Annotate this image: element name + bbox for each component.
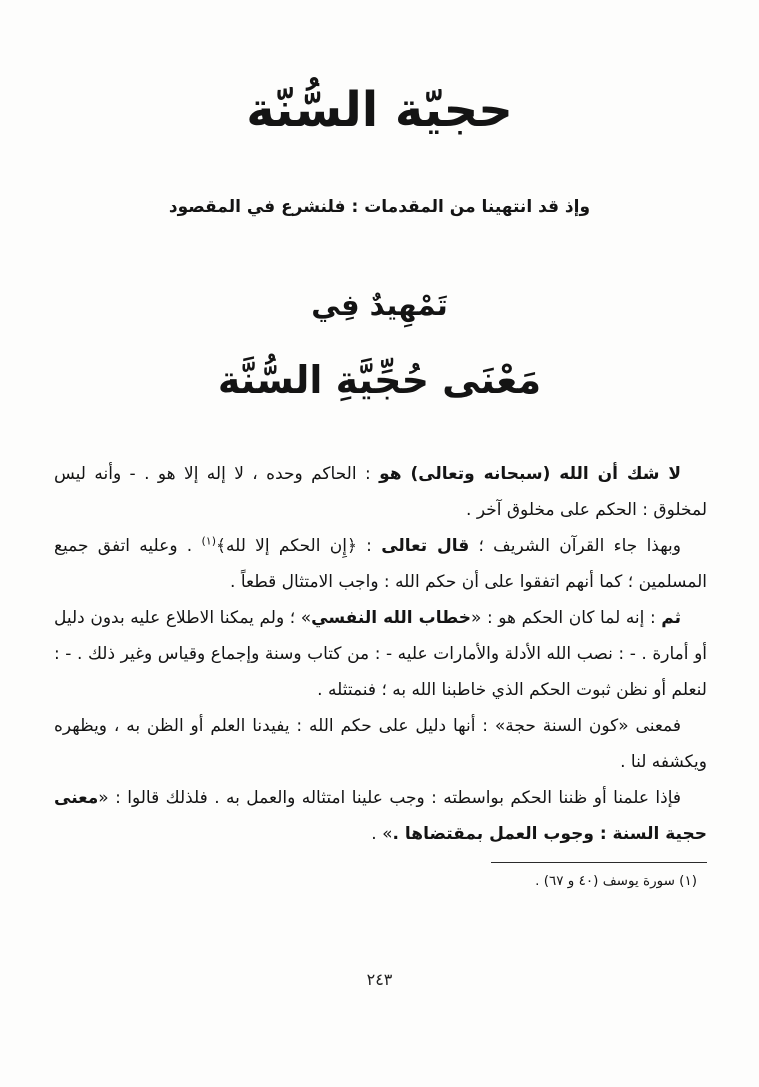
text-run: » ؛ ولم يمكنا الاطلاع عليه بدون دليل أو أمارة . - : نصب الله الأدلة والأمارات عليه - : من كتاب وسنة وإجماع وقياس وغير ذلك . - : لنعلم أو نظن ثبوت الحكم الذي خاطبنا الله به ؛ فنمتثله .	[54, 608, 707, 700]
paragraph-3	[54, 600, 707, 708]
text-run: لا شك أن الله (سبحانه وتعالى) هو	[379, 464, 682, 484]
paragraph-2	[54, 528, 707, 600]
section-heading-small: تَمْهِيدٌ فِي	[311, 288, 448, 322]
paragraph-4	[54, 708, 707, 780]
text-run: : إنه لما كان الحكم هو : «	[470, 608, 662, 628]
text-run: : الحاكم وحده ، لا إله إلا هو . - وأنه ليس لمخلوق : الحكم على مخلوق آخر .	[54, 464, 707, 520]
text-run: خطاب الله النفسي	[311, 608, 471, 628]
paragraph-1	[54, 456, 707, 528]
text-run: » .	[371, 824, 393, 844]
page-title-calligraphy: حجيّة السُّنّة	[246, 82, 513, 138]
text-run: وبهذا جاء القرآن الشريف ؛	[469, 536, 681, 556]
text-run: ثم	[661, 608, 681, 628]
section-heading-large: مَعْنَى حُجِّيَّةِ السُّنَّة	[217, 358, 542, 402]
footnote-divider	[491, 862, 707, 863]
text-run: فإذا علمنا أو ظننا الحكم بواسطته : وجب علينا امتثاله والعمل به . فلذلك قالوا : «	[98, 788, 681, 808]
text-run: قال تعالى	[381, 536, 470, 556]
intro-line: وإذ قد انتهينا من المقدمات : فلنشرع في المقصود	[168, 197, 591, 217]
quran-quote-run: : ﴿إِن الحكم إلا لله﴾	[216, 536, 382, 556]
page-number: ٢٤٣	[366, 970, 393, 989]
footnote-text: (١) سورة يوسف (٤٠ و ٦٧) .	[535, 873, 697, 889]
text-run: . وعليه اتفق جميع المسلمين ؛ كما أنهم اتفقوا على أن حكم الله : واجب الامتثال قطعاً .	[54, 536, 707, 592]
paragraph-5	[54, 780, 707, 852]
body-text-block	[54, 456, 707, 852]
footnote-reference: (١)	[201, 534, 217, 548]
text-run: معنى حجية السنة : وجوب العمل بمقتضاها .	[54, 788, 707, 844]
text-run: فمعنى «كون السنة حجة» : أنها دليل على حكم الله : يفيدنا العلم أو الظن به ، ويظهره ويكشفه لنا .	[54, 716, 707, 772]
